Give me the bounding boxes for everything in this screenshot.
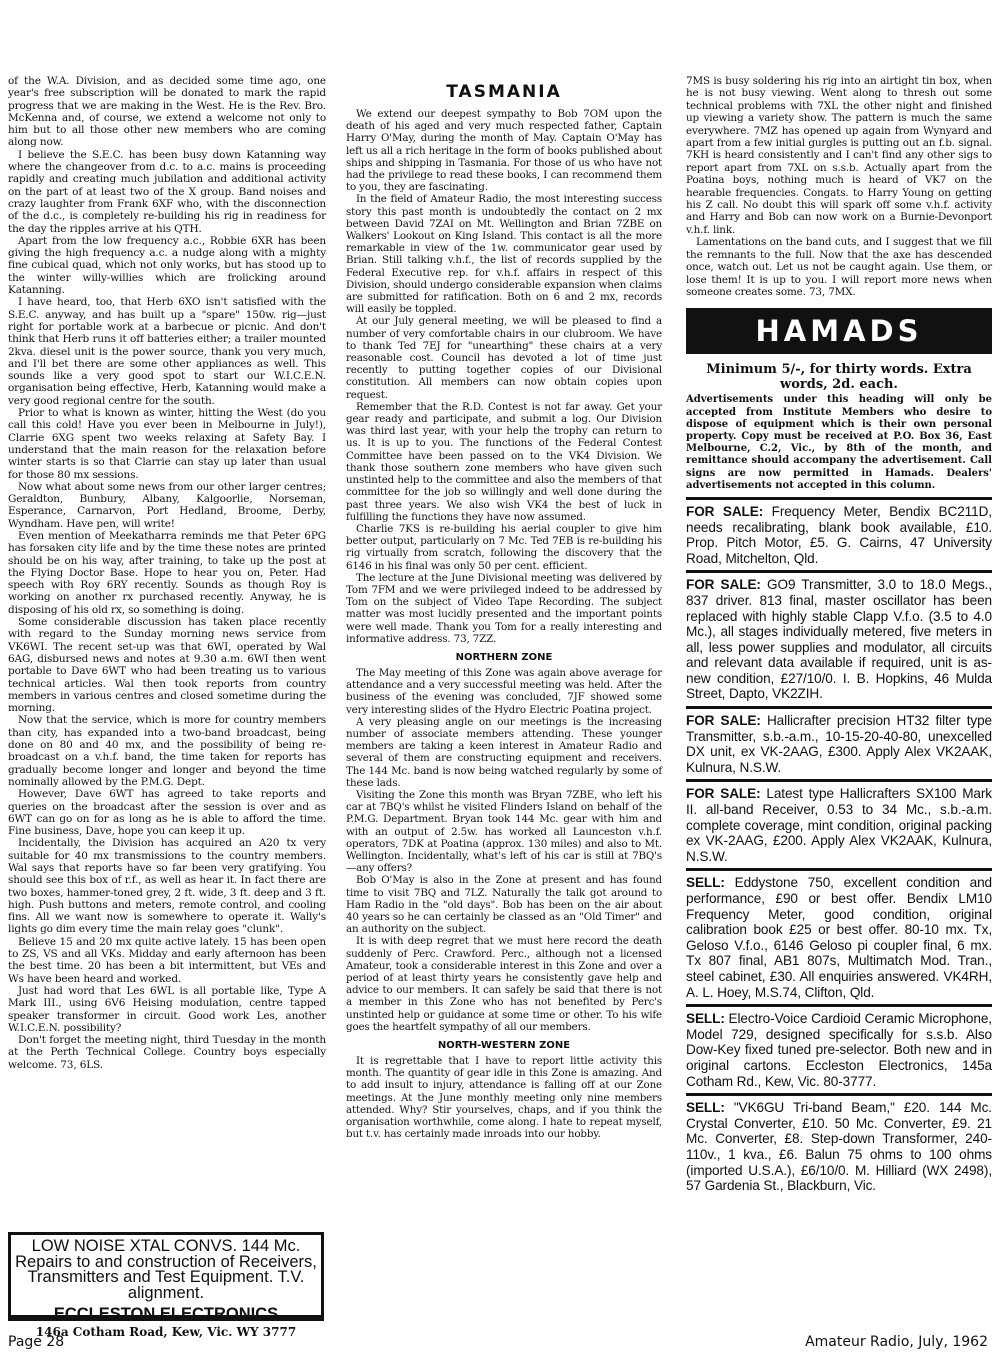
classified-ad-text: "VK6GU Tri-band Beam," £20. 144 Mc. Crystal Converter, £10. 50 Mc. Converter, £9. 21 Mc. Converter, £8. Step-down Transformer, 240-110v., 1 kva., £6. Balun 75 ohms to 100 ohms (imported U.S.A.), £6/10/0. M. Hilliard (WX 2498), 57 Gardenia St., Blackburn, Vic. [686,1100,992,1194]
paragraph: I have heard, too, that Herb 6XO isn't satisfied with the S.E.C. anyway, and has built up a "spare" 150w. rig—just right for portable work at a barbecue or picnic. And don't think that Herb runs it off batteries either; a trailer mounted 2kva. diesel unit is the power source, thank you very much, and I'll bet there are some other appliances as well. This sounds like a very good spot to start our W.I.C.E.N. organisation being effective, Herb, Katanning would make a very good regional centre for the south. [8,296,326,407]
classified-ad [686,706,992,779]
classified-ad [686,570,992,706]
publication-issue: Amateur Radio, July, 1962 [805,1334,988,1350]
hamads-listings [686,497,992,1198]
classified-ad-lead: FOR SALE: [686,786,761,802]
classified-ad-text: GO9 Transmitter, 3.0 to 18.0 Megs., 837 driver. 813 final, master oscillator has been replaced with highly stable Clapp V.f.o. (3.5 to 4.0 Mc.), all stages individually metered, five meters in all, less power supplies and modulator, all circuits and relevant data available if required, unit is as-new condition, £27/10/0. I. B. Hopkins, 46 Mulda Street, Dapto, VK2ZIH. [686,577,993,702]
classified-ad-lead: SELL: [686,1100,725,1116]
paragraph: At our July general meeting, we will be pleased to find a number of very comfortable chairs in our clubroom. We have to thank Ted 7EJ for "unearthing" these chairs at a very reasonable cost. Council has devoted a lot of time just recently to putting together copies of our Divisional constitution. All members can now obtain copies upon request. [346,315,662,401]
classified-ad [686,497,992,570]
paragraph: Charlie 7KS is re-building his aerial coupler to give him better output, particularly on 7 Mc. Ted 7EB is re-building his rig virtually from scratch, following the discovery that the 6146 in his final was only 50 per cent. efficient. [346,522,662,572]
classified-ad-text: Eddystone 750, excellent condition and performance, £90 or best offer. Bendix LM10 Frequency Meter, good condition, original calibration book £25 or best offer. 80-10 mx. Tx, Geloso V.f.o., 6146 Geloso pi coupler final, 6 mx. Tx 807 final, AB1 807s, Multimatch Mod. Tran., steel cabinet, £30. All enquiries answered. VK4RH, A. L. Hoey, M.S.74, Clifton, Qld. [686,875,992,1000]
classified-ad-lead: SELL: [686,875,725,891]
classified-ad [686,779,992,868]
paragraph: However, Dave 6WT has agreed to take reports and queries on the broadcast after the session is over and as 6WT can go on for as long as he is able to afford the time. Fine business, Dave, hope you can keep it up. [8,788,326,838]
column-3 [686,75,992,1198]
paragraph: Some considerable discussion has taken place recently with regard to the Sunday morning news service from VK6WI. The recent set-up was that 6WI, operated by Wal 6AG, disbursed news and notes at 9.30 a.m. 6WI then went portable to Dave 6WT who had been treating us to various technical articles. Wal then took reports from country members in various centres and closed sometime during the morning. [8,616,326,715]
paragraph: 7MS is busy soldering his rig into an airtight tin box, when he is not busy viewing. Went along to thresh out some technical problems with 7XL the other night and finished up viewing a variety show. The pattern is much the same everywhere. 7MZ has opened up again from Wynyard and apart from a few initial gurgles is putting out an f.b. signal. 7KH is heard consistently and I can't find any other sigs to report apart from 7XL on s.s.b. Actually apart from the Poatina boys, nothing much is heard of VK7 on the hearable frequencies. Congats. to Harry Young on getting his Z call. No doubt this will spark off some v.h.f. activity and Harry and Bob can now work on a Burnie-Devonport v.h.f. link. [686,75,992,236]
classified-ad-lead: SELL: [686,1011,725,1027]
hamads-conditions: Advertisements under this heading will only be accepted from Institute Members who desire to dispose of equipment which is their own personal property. Copy must be received at P.O. Box 36, East Melbourne, C.2, Vic., by 8th of the month, and remittance should accompany the advertisement. Call signs are now permitted in Hamads. Dealers' advertisements not accepted in this column. [686,394,992,491]
column-3-notes [686,75,992,298]
paragraph: Bob O'May is also in the Zone at present and has found time to visit 7BQ and 7LZ. Naturally the talk got around to Ham Radio in the "old days". Bob has been on the air about 40 years so he can certainly be classed as an "Old Timer" and an authority on the subject. [346,874,662,936]
eccleston-advert-box [8,1232,324,1339]
hamads-pricing: Minimum 5/-, for thirty words. Extra words, 2d. each. [706,362,972,393]
paragraph: Remember that the R.D. Contest is not far away. Get your gear ready and participate, and submit a log. Our Division was third last year, with your help the trophy can return to us. It is up to you. The functions of the Federal Contest Committee have been passed on to the VK4 Division. We thank those southern zone members who have given such unstinted help to the committee and also the members of that committee for the job so willingly and well done during the past three years. We also wish VK4 the best of luck in fulfilling the functions they have now assumed. [346,400,662,523]
tasmania-paragraphs [346,108,662,645]
paragraph: We extend our deepest sympathy to Bob 7OM upon the death of his aged and very much respected father, Captain Harry O'May, during the month of May. Captain O'May has left us all a rich heritage in the form of books published about ships and shipping in Tasmania. For those of us who have not had the privilege to read these books, I can recommend them to you, they are fascinating. [346,108,662,194]
page-number: Page 28 [8,1334,65,1350]
tasmania-heading: TASMANIA [446,82,562,102]
column-1-wa-notes [8,75,326,1071]
paragraph: Incidentally, the Division has acquired an A20 tx very suitable for 40 mx transmissions to the country members. Wal says that reports have so far been very gratifying. You should see this box of r.f., as well as hear it. In fact there are two boxes, hammer-toned grey, 2 ft. wide, 3 ft. deep and 3 ft. high. Push buttons and meters, remote control, and cooling fins. All we want now is somewhere to operate it. Wally's lights go dim every time the main relay goes "clunk". [8,837,326,936]
paragraph: The May meeting of this Zone was again above average for attendance and a very successful meeting was held. After the business of the evening was concluded, 7JF showed some very interesting slides of the Hydro Electric Poatina project. [346,666,662,716]
classified-ad-text: Latest type Hallicrafters SX100 Mark II. all-band Receiver, 0.53 to 34 Mc., s.b.-a.m. complete coverage, mint condition, original packing ex VK-2AAG, £200. Apply Alex VK2AAK, Kulnura, N.S.W. [686,786,992,864]
paragraph: Lamentations on the band cuts, and I suggest that we fill the remnants to the full. Now that the axe has descended once, watch out. Let us not be caught again. Use them, or lose them! It is up to you. I will report more news when someone creates some. 73, 7MX. [686,236,992,298]
paragraph: of the W.A. Division, and as decided some time ago, one year's free subscription will be donated to mark the rapid progress that we are making in the West. He is the Rev. Bro. McKenna and, of course, we extend a welcome not only to him but to all those other new members who are coming along now. [8,75,326,149]
advert-services-text: LOW NOISE XTAL CONVS. 144 Mc. Repairs to and construction of Receivers, Transmitters and Test Equipment. T.V. alignment. [15,1237,317,1302]
classified-ad [686,868,992,1004]
paragraph: The lecture at the June Divisional meeting was delivered by Tom 7FM and we were privileged indeed to be addressed by Tom on the subject of Video Tape Recording. The subject matter was most lucidly presented and the important points were well made. Thank you Tom for a really interesting and informative address. 73, 7ZZ. [346,571,662,645]
paragraph: Prior to what is known as winter, hitting the West (do you call this cold! Have you ever been in Melbourne in July!), Clarrie 6XG spent two weeks relaxing at Safety Bay. I understand that the main reason for the relaxation before winter starts is so that Clarrie can stay up later than usual for those 80 mx sessions. [8,407,326,481]
paragraph: Now that the service, which is more for country members than city, has expanded into a two-band broadcast, being done on 80 and 40 mx, and the possibility of being re-broadcast on a v.h.f. band, the time taken for reports has gradually become longer and longer and beyond the time nominally allowed by the P.M.G. Dept. [8,714,326,788]
classified-ad-text: Frequency Meter, Bendix BC211D, needs recalibrating, blank book available, £10. Prop. Pitch Motor, £5. G. Cairns, 47 University Road, Mitchelton, Qld. [686,503,992,566]
paragraph: Now what about some news from our other larger centres; Geraldton, Bunbury, Albany, Kalgoorlie, Norseman, Esperance, Carnarvon, Port Hedland, Broome, Derby, Wyndham. Have pen, will write! [8,480,326,530]
classified-ad-lead: FOR SALE: [686,503,764,519]
paragraph: It is regrettable that I have to report little activity this month. The quantity of gear idle in this Zone is amazing. And to add insult to injury, attendance is falling off at our Zone meetings. At the June monthly meeting only nine members attended. Why? Stir yourselves, chaps, and if you think the organisation worthwhile, come along. I hate to repeat myself, but t.v. has certainly made inroads into our hobby. [346,1055,662,1141]
paragraph: In the field of Amateur Radio, the most interesting success story this past month is undoubtedly the contact on 2 mx between David 7ZAI on Mt. Wellington and Brian 7ZBE on Walkers' Lookout on King Island. This contact is all the more remarkable in view of the 1w. communicator gear used by Brian. Still talking v.h.f., the list of records supplied by the Federal Executive rep. for v.h.f. affairs in respect of this Division, should undergo considerable expansion when claims are submitted for ratification. Both on 6 and 2 mx, records will easily be toppled. [346,193,662,316]
paragraph: I believe the S.E.C. has been busy down Katanning way where the changeover from d.c. to a.c. mains is proceeding rapidly and creating much jubilation and additional activity on the part of at least two of the X group. Band noises and crazy laughter from Frank 6XF who, with the disconnection of the d.c., is completely re-building his rig in readiness for the day the ripples arrive at his QTH. [8,148,326,235]
classified-ad [686,1004,992,1093]
hamads-banner: HAMADS [686,308,992,354]
classified-ad-lead: FOR SALE: [686,713,761,729]
advert-company-name: ECCLESTON ELECTRONICS [53,1305,279,1323]
paragraph: Apart from the low frequency a.c., Robbie 6XR has been giving the high frequency a.c. a nudge along with a mighty fine cubical quad, which not only works, but has stood up to the winter willy-willies which are frolicking around Katanning. [8,234,326,297]
northern-zone-heading: NORTHERN ZONE [455,651,553,663]
paragraph: Don't forget the meeting night, third Tuesday in the month at the Perth Technical College. Country boys especially welcome. 73, 6LS. [8,1034,326,1071]
north-western-zone-heading: NORTH-WESTERN ZONE [437,1040,571,1052]
north-western-zone-paragraphs [346,1055,662,1140]
advert-address: 146a Cotham Road, Kew, Vic. WY 3777 [35,1325,297,1339]
northern-zone-paragraphs [346,667,662,1033]
paragraph: Believe 15 and 20 mx quite active lately. 15 has been open to ZS, VS and all VKs. Midday and early afternoon has been the best time. 20 has been a bit intermittent, but VEs and Ws have been heard and worked. [8,935,326,985]
classified-ad-lead: FOR SALE: [686,577,761,593]
paragraph: Even mention of Meekatharra reminds me that Peter 6PG has forsaken city life and by the time these notes are printed should be on his way, after training, to take up the post at the Flying Doctor Base. Hope to hear you on, Peter. Had speech with Roy 6RY recently. Sounds as though Roy is working on another rx purchased recently. Anyway, he is disposing of his old rx, so something is doing. [8,529,326,616]
column-2-tasmania [346,82,662,1140]
classified-ad [686,1093,992,1198]
paragraph: Just had word that Les 6WL is all portable like, Type A Mark III., using 6V6 Heising modulation, centre tapped speaker transformer in circuit. Good work Les, another W.I.C.E.N. possibility? [8,984,326,1034]
classified-ad-text: Electro-Voice Cardioid Ceramic Microphone, Model 729, designed specifically for s.s.b. Also Dow-Key fixed tuned pre-selector. Both new and in original cartons. Eccleston Electronics, 145a Cotham Rd., Kew, Vic. 80-3777. [686,1011,992,1089]
paragraph: It is with deep regret that we must here record the death suddenly of Perc. Crawford. Perc., although not a licensed Amateur, took a considerable interest in this Zone and over a period of at least thirty years he consistently gave help and advice to our members. It can safely be said that there is not a member in this Zone who has not benefited by Perc's unstinted help or guidance at some time or other. To his wife goes the heartfelt sympathy of all our members. [346,935,662,1033]
classified-ad-text: Hallicrafter precision HT32 filter type Transmitter, s.b.-a.m., 10-15-20-40-80, unexcelled DX unit, ex VK-2AAG, £300. Apply Alex VK2AAK, Kulnura, N.S.W. [686,713,992,775]
paragraph: Visiting the Zone this month was Bryan 7ZBE, who left his car at 7BQ's whilst he visited Flinders Island on behalf of the P.M.G. Department. Bryan took 144 Mc. gear with him and with an output of 2.5w. has worked all Launceston v.h.f. operators, 7DK at Poatina (approx. 130 miles) and also to Mt. Wellington. Incidentally, what's left of his car is still at 7BQ's—any offers? [346,788,662,875]
paragraph: A very pleasing angle on our meetings is the increasing number of associate members attending. These younger members are taking a keen interest in Amateur Radio and several of them are constructing equipment and receivers. The 144 Mc. band is now being watched regularly by some of these lads. [346,715,662,789]
